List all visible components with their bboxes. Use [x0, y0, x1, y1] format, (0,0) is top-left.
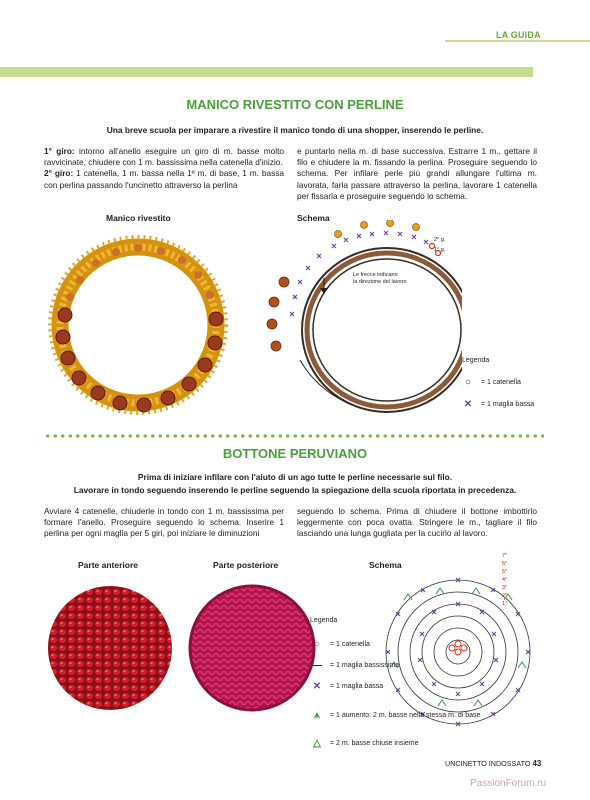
- arrow-note: Le frecce indicano la direzione del lavoro: [353, 272, 407, 285]
- legend1-item-single-crochet: ✕ = 1 maglia bassa: [455, 399, 534, 410]
- section-divider: [44, 434, 544, 438]
- single-crochet-icon: ✕: [312, 681, 322, 692]
- chain-stitch-icon: ○: [313, 639, 321, 650]
- increase-icon: ⩚: [314, 710, 320, 721]
- slip-stitch-icon: —: [312, 660, 322, 671]
- front-label: Parte anteriore: [78, 560, 138, 570]
- header-rule: [445, 40, 590, 42]
- legend2-item-increase: ⩚ = 1 aumento: 2 m. basse nella stessa m. di base: [304, 710, 480, 721]
- section2-title: BOTTONE PERUVIANO: [222, 446, 368, 461]
- section1-title: MANICO RIVESTITO CON PERLINE: [186, 97, 404, 112]
- legend2-item-decrease: △ = 2 m. basse chiuse insieme: [304, 738, 419, 749]
- section1-column-right: e puntarlo nella m. di base successiva. Estrarre 1 m., gettare il filo e chiudere la m. fissando la perlina. Proseguire seguendo lo schema. Per infilare perle più grandi allungare l'ultima m. lavorata, farla passare attraverso la perlina, lavorare 1 catenella per fissarla e proseguire seguendo lo schema.: [297, 146, 537, 201]
- legend2-item-single-crochet: ✕ = 1 maglia bassa: [304, 681, 383, 692]
- button-back-photo: [182, 580, 322, 720]
- round-label-1: 1° g.: [434, 247, 446, 253]
- section-header: LA GUIDA: [496, 30, 541, 40]
- section2-intro-line1: Prima di iniziare infilare con l'aiuto di un ago tutte le perline necessarie sul filo.: [137, 472, 453, 482]
- schema-label: Schema: [297, 213, 330, 223]
- round-labels: 7° 6° 5° 4° 3° 2° 1°: [502, 553, 508, 607]
- legend1-title: Legenda: [462, 357, 490, 364]
- section1-intro: Una breve scuola per imparare a rivestire il manico tondo di una shopper, inserendo le perline.: [106, 125, 484, 135]
- single-crochet-icon: ✕: [463, 399, 473, 410]
- button-schema-diagram: [378, 572, 538, 732]
- legend2-item-chain: ○ = 1 catenella: [304, 639, 370, 650]
- section1-column-left: 1° giro: intorno all'anello eseguire un giro di m. basse molto ravvicinate, chiudere con 1 m. bassissima nella catenella d'inizio. 2° giro: 1 catenella, 1 m. bassa nella 1ª m. di base, 1 m. bassa con perlina passando l'uncinetto attraverso la perlina: [44, 146, 285, 190]
- section2-column-right: seguendo lo schema. Prima di chiudere il bottone imbottirlo leggermente con poca ovatta. Stringere le m., tagliare il filo lasciando una lunga gugliata per la cucirlo al lavoro.: [297, 506, 537, 539]
- beaded-handle-photo: [40, 225, 240, 425]
- chain-stitch-icon: ○: [464, 377, 472, 388]
- photo-label-handle: Manico rivestito: [106, 213, 171, 223]
- section2-intro-line2: Lavorare in tondo seguendo inserendo le perline seguendo la spiegazione della scuola riportata in precedenza.: [73, 485, 517, 495]
- round-label-2: 2° g.: [434, 237, 446, 243]
- handle-schema-diagram: [262, 220, 462, 430]
- back-label: Parte posteriore: [213, 560, 279, 570]
- section2-column-left: Avviare 4 catenelle, chiuderle in tondo con 1 m. bassissima per formare l'anello. Proseguire seguendo lo schema. Inserire 1 perlina per ogni maglia per 5 giri, poi iniziare le diminuzioni: [44, 506, 284, 539]
- button-front-photo: [40, 580, 180, 720]
- top-color-band: [0, 67, 533, 77]
- footer-magazine: UNCINETTO INDOSSATO 43: [445, 759, 542, 768]
- legend2-title: Legenda: [310, 617, 338, 624]
- legend2-item-slip-stitch: — = 1 maglia bassissima: [304, 660, 399, 671]
- decrease-icon: △: [313, 738, 321, 749]
- legend1-item-chain: ○ = 1 catenella: [455, 377, 521, 388]
- schema2-label: Schema: [369, 560, 402, 570]
- watermark: PassionForum.ru: [470, 778, 547, 789]
